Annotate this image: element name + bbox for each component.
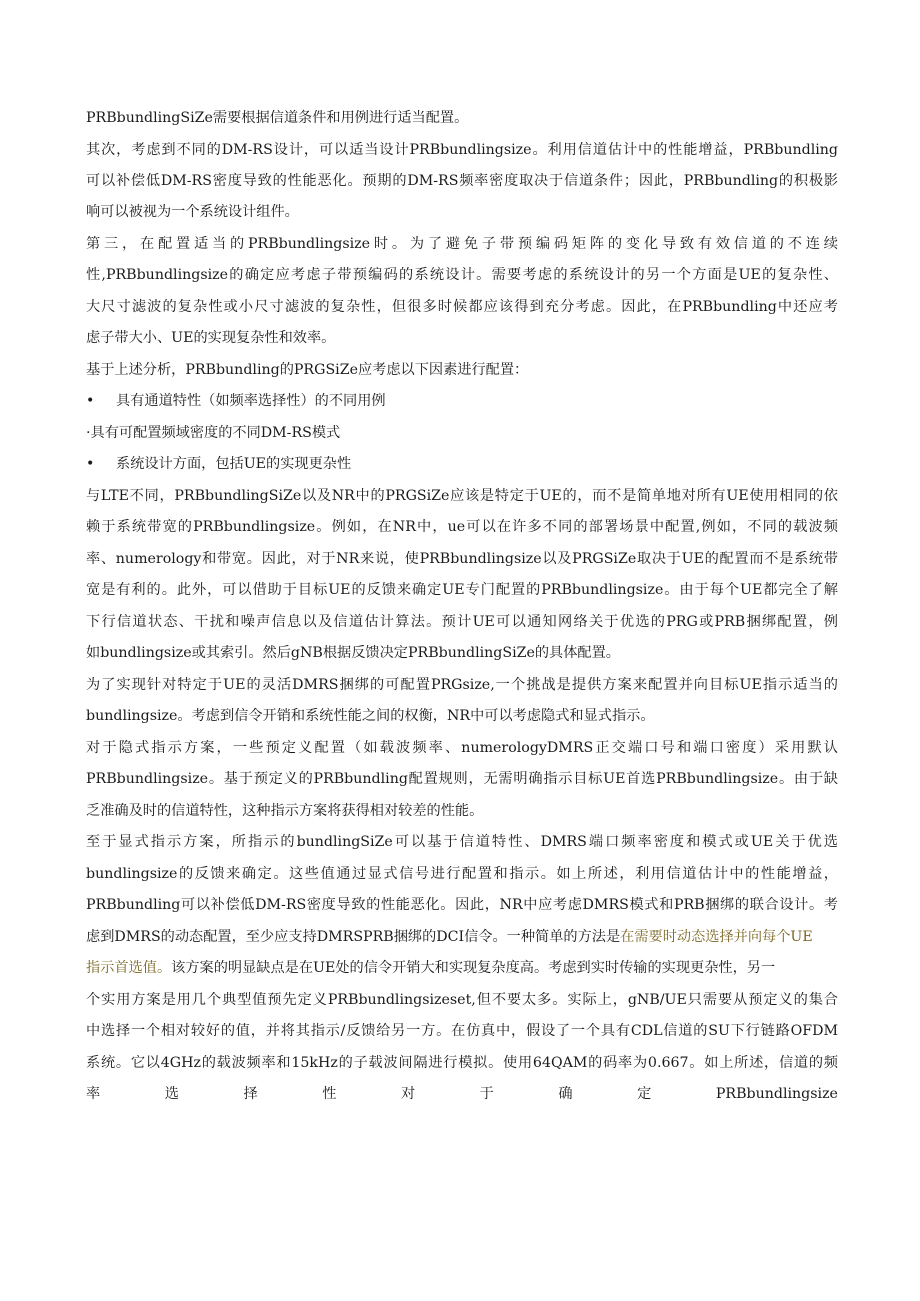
line-word: PRBbundlingsize <box>715 1086 838 1102</box>
line-word: 性 <box>322 1086 337 1102</box>
paragraph-line: 对于隐式指示方案，一些预定义配置（如载波频率、numerologyDMRS正交端口号和端口密度）采用默认 <box>86 740 838 756</box>
paragraph-line: 第三，在配置适当的PRBbundlingsize时。为了避免子带预编码矩阵的变化导致有效信道的不连续 <box>86 236 838 252</box>
paragraph-line: PRBbundling可以补偿低DM-RS密度导致的性能恶化。因此，NR中应考虑DMRS模式和PRB捆绑的联合设计。考 <box>86 897 838 913</box>
line-word: 对 <box>400 1086 416 1102</box>
line-word: 选 <box>164 1086 179 1102</box>
paragraph-line <box>86 927 838 947</box>
paragraph-line: 宽是有利的。此外，可以借助于目标UE的反馈来确定UE专门配置的PRBbundlingsize。由于每个UE都完全了解 <box>86 582 838 598</box>
line-word: 率 <box>86 1086 101 1102</box>
highlighted-text: 指示首选值。 <box>86 960 172 976</box>
paragraph-line: 响可以被视为一个系统设计组件。 <box>86 204 299 220</box>
bullet-item <box>86 454 838 474</box>
paragraph-line: 可以补偿低DM-RS密度导致的性能恶化。预期的DM-RS频率密度取决于信道条件；因此，PRBbundling的积极影 <box>86 173 838 189</box>
paragraph-line: 个实用方案是用几个典型值预先定义PRBbundlingsizeset,但不要太多。实际上，gNB/UE只需要从预定义的集合 <box>86 992 838 1008</box>
paragraph-line: 其次，考虑到不同的DM-RS设计，可以适当设计PRBbundlingsize。利用信道估计中的性能增益，PRBbundling <box>86 142 838 158</box>
paragraph-line: bundlingsize。考虑到信令开销和系统性能之间的权衡，NR中可以考虑隐式和显式指示。 <box>86 708 655 724</box>
line-word: 确 <box>558 1086 573 1102</box>
bullet-item <box>86 391 838 411</box>
paragraph-line: 至于显式指示方案，所指示的bundlingSiZe可以基于信道特性、DMRS端口频率密度和模式或UE关于优选 <box>86 834 838 850</box>
paragraph-line: 与LTE不同，PRBbundlingSiZe以及NR中的PRGSiZe应该是特定于UE的，而不是简单地对所有UE使用相同的依 <box>86 488 838 504</box>
bullet-marker: • <box>86 393 95 409</box>
line-text: 该方案的明显缺点是在UE处的信令开销大和实现复杂度高。考虑到实时传输的实现更杂性，另一 <box>171 960 776 976</box>
paragraph-line: ·具有可配置频域密度的不同DM-RS模式 <box>86 425 341 441</box>
paragraph-line: 乏准确及时的信道特性，这种指示方案将获得相对较差的性能。 <box>86 803 484 819</box>
paragraph-line: 为了实现针对特定于UE的灵活DMRS捆绑的可配置PRGsize,一个挑战是提供方案来配置并向目标UE指示适当的 <box>86 677 838 693</box>
paragraph-line: 大尺寸滤波的复杂性或小尺寸滤波的复杂性，但很多时候都应该得到充分考虑。因此，在PRBbundling中还应考 <box>86 299 838 315</box>
paragraph-line: 如bundlingsize或其索引。然后gNB根据反馈决定PRBbundlingSiZe的具体配置。 <box>86 645 620 661</box>
bullet-text: 具有通道特性（如频率选择性）的不同用例 <box>116 393 386 409</box>
highlighted-text: 在需要时动态选择并向每个UE <box>620 929 813 945</box>
paragraph-line: PRBbundlingSiZe需要根据信道条件和用例进行适当配置。 <box>86 110 469 126</box>
line-word: 于 <box>479 1086 494 1102</box>
line-word: 定 <box>637 1086 652 1102</box>
paragraph-line: 系统。它以4GHz的载波频率和15kHz的子载波间隔进行模拟。使用64QAM的码率为0.667。如上所述，信道的频 <box>86 1055 838 1071</box>
paragraph-line: 虑子带大小、UE的实现复杂性和效率。 <box>86 330 336 346</box>
paragraph-line: bundlingsize的反馈来确定。这些值通过显式信号进行配置和指示。如上所述，利用信道估计中的性能增益， <box>86 866 838 882</box>
paragraph-line: 下行信道状态、干扰和噪声信息以及信道估计算法。预计UE可以通知网络关于优选的PRG或PRB捆绑配置，例 <box>86 614 838 630</box>
line-word: 择 <box>243 1086 258 1102</box>
paragraph-line: 赖于系统带宽的PRBbundlingsize。例如，在NR中，ue可以在许多不同的部署场景中配置,例如，不同的载波频 <box>86 519 838 535</box>
bullet-marker: • <box>86 456 95 472</box>
paragraph-line: PRBbundlingsize。基于预定义的PRBbundling配置规则，无需明确指示目标UE首选PRBbundlingsize。由于缺 <box>86 771 838 787</box>
paragraph-line: 性,PRBbundlingsize的确定应考虑子带预编码的系统设计。需要考虑的系统设计的另一个方面是UE的复杂性、 <box>86 267 838 283</box>
paragraph-line <box>86 1084 838 1104</box>
paragraph-line: 率、numerology和带宽。因此，对于NR来说，使PRBbundlingsize以及PRGSiZe取决于UE的配置而不是系统带 <box>86 551 838 567</box>
paragraph-line <box>86 958 838 978</box>
line-text: 虑到DMRS的动态配置，至少应支持DMRSPRB捆绑的DCI信令。一种简单的方法是 <box>86 929 621 945</box>
paragraph-line: 基于上述分析，PRBbundling的PRGSiZe应考虑以下因素进行配置： <box>86 362 529 378</box>
bullet-text: 系统设计方面，包括UE的实现更杂性 <box>116 456 352 472</box>
paragraph-line: 中选择一个相对较好的值，并将其指示/反馈给另一方。在仿真中，假设了一个具有CDL信道的SU下行链路OFDM <box>86 1023 838 1039</box>
